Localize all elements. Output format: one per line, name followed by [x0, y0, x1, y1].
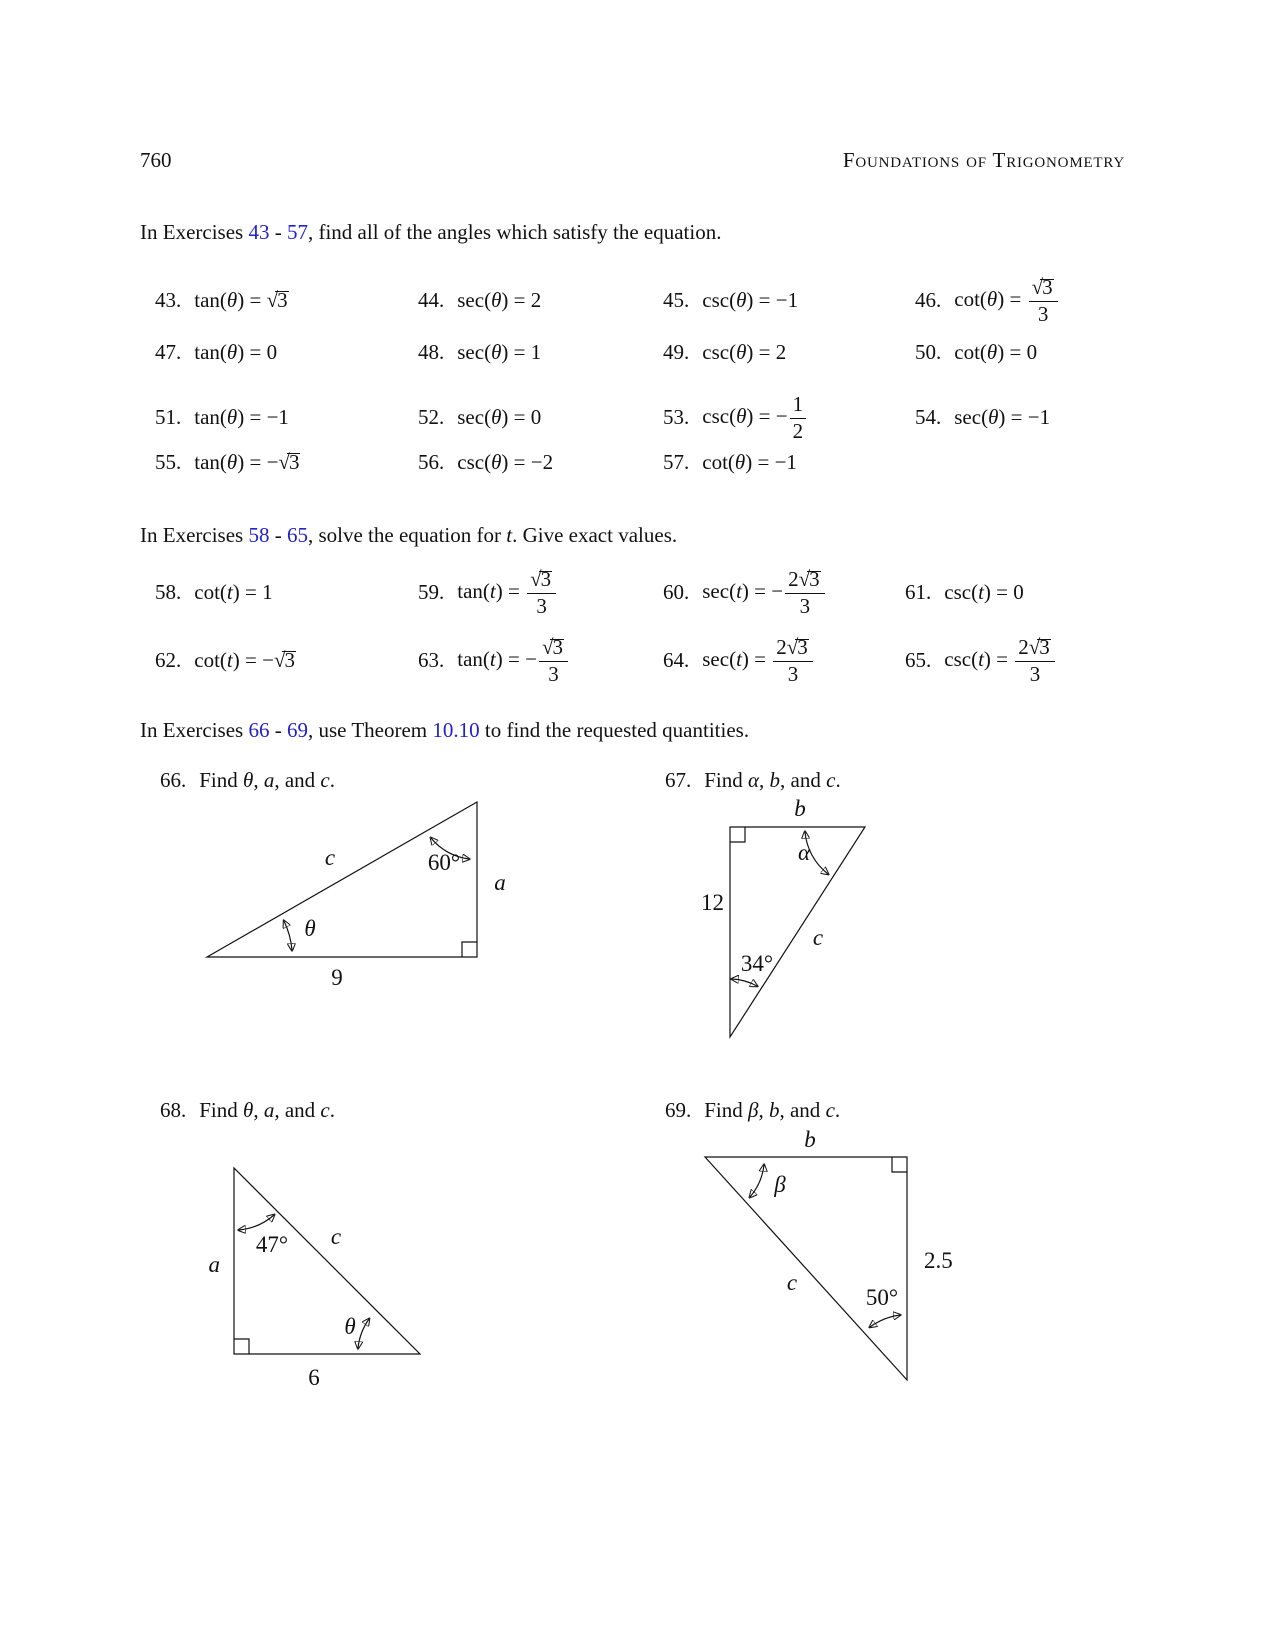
exercise-item-62: [155, 623, 297, 699]
variable: a: [263, 1098, 275, 1122]
exercise-item-55: [155, 425, 301, 501]
variable: θ: [491, 450, 502, 475]
exercise-number: 61.: [905, 580, 932, 605]
right-angle-mark: [462, 942, 477, 957]
triangle-outline: [207, 802, 477, 957]
problem-text: Find α, b, and c.: [704, 768, 841, 792]
exercise-number: 53.: [663, 405, 690, 430]
radicand: 3: [1042, 274, 1053, 299]
label-hypotenuse: c: [324, 845, 336, 870]
right-angle-mark: [234, 1339, 249, 1354]
triangle-figure-69: [660, 1120, 1000, 1400]
problem-text: Find β, b, and c.: [704, 1098, 841, 1122]
label-left-side: a: [208, 1252, 220, 1277]
label-top-angle: 47°: [255, 1232, 289, 1257]
sqrt-expression: 2√3: [776, 634, 808, 659]
exercise-equation: csc(θ) = 2: [702, 340, 787, 365]
exercise-equation: tan(θ) = 0: [194, 340, 278, 365]
exercise-number: 55.: [155, 450, 182, 475]
exercise-equation: csc(θ) = −1: [702, 288, 799, 313]
right-angle-mark: [730, 827, 745, 842]
variable: θ: [986, 340, 998, 365]
running-header: [140, 148, 1125, 173]
radicand: 3: [809, 566, 820, 591]
exercise-equation: tan(θ) = −1: [194, 405, 289, 430]
sqrt-expression: √3: [273, 648, 295, 673]
page-number: 760: [140, 148, 172, 172]
exercise-equation: csc(t) = $\frac{2√3}{3}$: [944, 636, 1057, 686]
problem-number: 67.: [665, 768, 692, 792]
label-bottom-angle: θ: [304, 916, 316, 941]
exercise-number: 45.: [663, 288, 690, 313]
variable: θ: [988, 405, 999, 430]
radicand: 3: [1039, 634, 1050, 659]
label-hypotenuse: c: [786, 1270, 798, 1295]
variable: α: [748, 768, 760, 792]
angle-arrow-beta: [750, 1165, 764, 1197]
problem-number: 68.: [160, 1098, 187, 1122]
triangle-figure-68: [190, 1150, 520, 1400]
variable: c: [826, 768, 836, 792]
radicand: 3: [277, 288, 288, 313]
angle-arrow-theta: [284, 921, 292, 950]
exercise-equation: cot(t) = 1: [194, 580, 273, 605]
exercise-number: 49.: [663, 340, 690, 365]
exercise-number: 52.: [418, 405, 445, 430]
exercise-number: 43.: [155, 288, 182, 313]
exercise-number: 56.: [418, 450, 445, 475]
exercise-number: 46.: [915, 288, 942, 313]
denominator: 3: [548, 661, 559, 686]
radicand: 3: [540, 566, 552, 591]
label-top-angle: 60°: [427, 850, 461, 875]
denominator: 3: [787, 661, 799, 686]
sqrt-expression: √3: [278, 450, 300, 475]
variable: c: [320, 768, 330, 792]
exercise-equation: tan(θ) = √3: [194, 288, 288, 313]
variable: θ: [226, 450, 238, 475]
exercise-equation: csc(t) = 0: [944, 580, 1024, 605]
numerator: 1: [790, 393, 807, 419]
exercise-item-60: [663, 555, 827, 631]
radicand: 3: [284, 648, 295, 673]
exercise-item-57: [663, 425, 797, 501]
triangle-figure-67: [660, 790, 960, 1060]
link-43[interactable]: 43: [248, 220, 270, 244]
sqrt-expression: 2√3: [1018, 634, 1050, 659]
variable: t: [506, 523, 513, 547]
label-top-side: b: [794, 796, 806, 821]
label-hypotenuse: c: [330, 1224, 342, 1249]
exercise-equation: cot(θ) = 0: [954, 340, 1038, 365]
fraction: [773, 636, 813, 686]
exercise-equation: sec(θ) = 0: [457, 405, 542, 430]
variable: θ: [243, 1098, 254, 1122]
instructions-58-65: In Exercises 58 - 65, solve the equation for t. Give exact values.: [140, 523, 678, 547]
variable: θ: [734, 450, 746, 475]
link-66[interactable]: 66: [248, 718, 270, 742]
numerator: [773, 636, 813, 662]
radicand: 3: [288, 450, 300, 475]
denominator: 3: [1029, 661, 1041, 686]
fraction: [1015, 636, 1055, 686]
problem-number: 66.: [160, 768, 187, 792]
variable: t: [226, 580, 233, 605]
link-57[interactable]: 57: [286, 220, 308, 244]
exercise-equation: sec(t) = $\frac{2√3}{3}$: [702, 636, 815, 686]
exercise-equation: cot(θ) = $\frac{√3}{3}$: [954, 276, 1059, 326]
variable: c: [320, 1098, 330, 1122]
fraction: [785, 568, 825, 618]
denominator: 3: [536, 593, 547, 618]
exercise-equation: tan(t) = $\frac{√3}{3}$: [457, 568, 558, 618]
exercise-equation: cot(t) = −√3: [194, 648, 295, 673]
variable: θ: [736, 340, 747, 365]
exercise-item-54: [915, 380, 1050, 456]
exercise-number: 59.: [418, 580, 445, 605]
variable: t: [489, 578, 496, 603]
variable: θ: [491, 340, 502, 365]
variable: θ: [226, 288, 238, 313]
problem-68-title: [160, 1098, 335, 1123]
instructions-43-57: In Exercises 43 - 57, find all of the angles which satisfy the equation.: [140, 220, 722, 244]
fraction: [527, 568, 556, 618]
variable: c: [825, 1098, 835, 1122]
numerator: [527, 568, 556, 594]
variable: t: [736, 646, 742, 671]
denominator: 2: [792, 418, 804, 443]
exercise-equation: sec(t) = − $\frac{2√3}{3}$: [702, 568, 826, 618]
variable: t: [978, 646, 984, 671]
exercise-item-65: [905, 623, 1057, 699]
variable: θ: [491, 405, 502, 430]
label-bottom-angle: 50°: [865, 1285, 899, 1310]
denominator: 3: [1037, 301, 1049, 326]
variable: θ: [491, 288, 502, 313]
exercise-number: 48.: [418, 340, 445, 365]
right-angle-mark: [892, 1157, 907, 1172]
running-head-title: Foundations of Trigonometry: [842, 148, 1125, 172]
variable: t: [489, 646, 496, 671]
variable: θ: [736, 403, 747, 428]
variable: θ: [736, 288, 747, 313]
exercise-number: 44.: [418, 288, 445, 313]
exercise-equation: cot(θ) = −1: [702, 450, 797, 475]
angle-arrow-50: [870, 1315, 900, 1327]
variable: b: [768, 1098, 780, 1122]
exercise-number: 50.: [915, 340, 942, 365]
label-right-side: 2.5: [924, 1248, 953, 1273]
variable: θ: [243, 768, 254, 792]
exercise-number: 57.: [663, 450, 690, 475]
label-top-side: b: [804, 1127, 816, 1152]
exercise-number: 51.: [155, 405, 182, 430]
variable: θ: [986, 286, 998, 311]
label-left-side: 12: [701, 890, 724, 915]
problem-number: 69.: [665, 1098, 692, 1122]
angle-arrow-theta: [358, 1319, 369, 1348]
exercise-number: 47.: [155, 340, 182, 365]
variable: θ: [226, 405, 238, 430]
problem-text: Find θ, a, and c.: [199, 768, 335, 792]
label-top-angle: β: [774, 1172, 786, 1197]
sqrt-expression: √3: [541, 634, 563, 659]
exercise-item-56: [418, 425, 553, 501]
exercise-item-61: [905, 555, 1024, 631]
label-bottom-angle: θ: [344, 1314, 356, 1339]
label-base: 6: [308, 1365, 320, 1390]
link-69[interactable]: 69: [286, 718, 308, 742]
exercise-item-58: [155, 555, 273, 631]
numerator: [1015, 636, 1055, 662]
radicand: 3: [552, 634, 563, 659]
variable: a: [263, 768, 275, 792]
label-hypotenuse: c: [812, 925, 824, 950]
variable: θ: [226, 340, 238, 365]
exercise-number: 60.: [663, 580, 690, 605]
exercise-equation: csc(θ) = −2: [457, 450, 554, 475]
exercise-equation: sec(θ) = −1: [954, 405, 1051, 430]
exercise-number: 54.: [915, 405, 942, 430]
numerator: [1029, 276, 1058, 302]
exercise-equation: tan(θ) = −√3: [194, 450, 300, 475]
variable: t: [226, 648, 233, 673]
label-right-side: a: [494, 870, 506, 895]
exercise-equation: tan(t) = − $\frac{√3}{3}$: [457, 636, 570, 686]
exercise-item-63: [418, 623, 570, 699]
link-65[interactable]: 65: [286, 523, 308, 547]
sqrt-expression: √3: [266, 288, 288, 313]
exercise-number: 58.: [155, 580, 182, 605]
exercise-number: 64.: [663, 648, 690, 673]
exercise-item-59: [418, 555, 558, 631]
exercise-equation: sec(θ) = 1: [457, 340, 542, 365]
fraction: [539, 636, 568, 686]
variable: b: [769, 768, 781, 792]
sqrt-expression: √3: [530, 566, 552, 591]
label-top-angle: α: [797, 840, 811, 865]
problem-text: Find θ, a, and c.: [199, 1098, 335, 1122]
angle-arrow-47: [239, 1215, 274, 1230]
exercise-number: 62.: [155, 648, 182, 673]
exercise-item-64: [663, 623, 815, 699]
label-bottom-angle: 34°: [740, 951, 774, 976]
variable: t: [736, 578, 742, 603]
sqrt-expression: √3: [1031, 274, 1053, 299]
numerator: [539, 636, 568, 662]
label-base: 9: [331, 965, 343, 990]
variable: β: [748, 1098, 759, 1122]
link-58[interactable]: 58: [248, 523, 270, 547]
exercise-number: 63.: [418, 648, 445, 673]
sqrt-expression: 2√3: [788, 566, 820, 591]
variable: t: [978, 580, 984, 605]
triangle-outline: [234, 1168, 420, 1354]
angle-arrow-34: [732, 979, 757, 986]
denominator: 3: [799, 593, 811, 618]
triangle-outline: [705, 1157, 907, 1380]
exercise-equation: csc(θ) = − $\frac{1}{2}$: [702, 393, 808, 443]
numerator: [785, 568, 825, 594]
triangle-figure-66: [190, 780, 520, 1000]
exercise-number: 65.: [905, 648, 932, 673]
radicand: 3: [797, 634, 808, 659]
instructions-66-69: In Exercises 66 - 69, use Theorem 10.10 to find the requested quantities.: [140, 718, 750, 742]
link-10.10[interactable]: 10.10: [432, 718, 480, 742]
exercise-equation: sec(θ) = 2: [457, 288, 542, 313]
